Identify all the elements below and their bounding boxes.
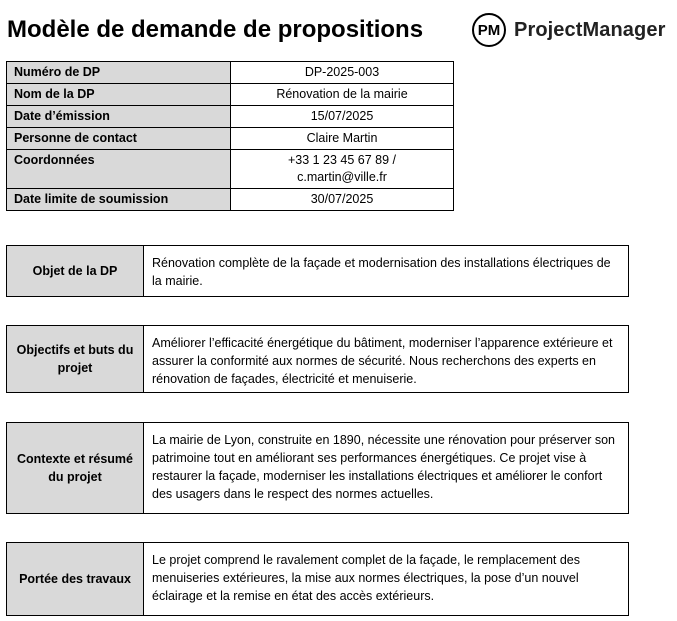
section-objectifs — [6, 325, 629, 393]
info-label: Numéro de DP — [7, 62, 231, 84]
section-contexte — [6, 422, 629, 514]
brand-logo — [472, 10, 665, 50]
section-objet — [6, 245, 629, 297]
section-portee — [6, 542, 629, 616]
section-label: Objet de la DP — [7, 246, 144, 296]
table-row — [7, 189, 454, 211]
contact-email: c.martin@ville.fr — [297, 170, 387, 184]
info-label: Date d’émission — [7, 106, 231, 128]
table-row — [7, 84, 454, 106]
logo-name: ProjectManager — [514, 18, 666, 41]
table-row — [7, 62, 454, 84]
section-label: Contexte et résumé du projet — [7, 423, 144, 513]
info-label: Nom de la DP — [7, 84, 231, 106]
info-value — [231, 150, 454, 189]
logo-mark-icon: PM — [472, 13, 506, 47]
info-value: Claire Martin — [231, 128, 454, 150]
table-row — [7, 150, 454, 189]
info-label: Personne de contact — [7, 128, 231, 150]
section-text: Rénovation complète de la façade et modernisation des installations électriques de la mairie. — [152, 256, 611, 288]
page-title: Modèle de demande de propositions — [7, 16, 424, 43]
info-value: DP-2025-003 — [231, 62, 454, 84]
info-value: Rénovation de la mairie — [231, 84, 454, 106]
section-text: La mairie de Lyon, construite en 1890, nécessite une rénovation pour préserver son patrimoine tout en améliorant ses performances énergétiques. Ce projet vise à restaurer la façade, moderniser les installations électriques et améliorer le confort des usagers dans le respect des normes actuelles. — [152, 433, 616, 501]
table-row — [7, 128, 454, 150]
contact-phone: +33 1 23 45 67 89 / — [287, 153, 397, 167]
table-row — [7, 106, 454, 128]
section-label: Objectifs et buts du projet — [7, 326, 144, 392]
section-text: Le projet comprend le ravalement complet de la façade, le remplacement des menuiseries extérieures, la mise aux normes électriques, la pose d’un nouvel éclairage et la remise en état des accès extérieurs. — [152, 553, 581, 603]
info-label: Date limite de soumission — [7, 189, 231, 211]
section-text: Améliorer l’efficacité énergétique du bâtiment, moderniser l’apparence extérieure et assurer la conformité aux normes de sécurité. Nous recherchons des experts en rénovation de façades, électricité et menuiserie. — [152, 336, 613, 386]
info-label: Coordonnées — [7, 150, 231, 189]
info-value: 15/07/2025 — [231, 106, 454, 128]
section-label: Portée des travaux — [7, 543, 144, 615]
rfp-info-table — [6, 61, 454, 211]
info-value: 30/07/2025 — [231, 189, 454, 211]
